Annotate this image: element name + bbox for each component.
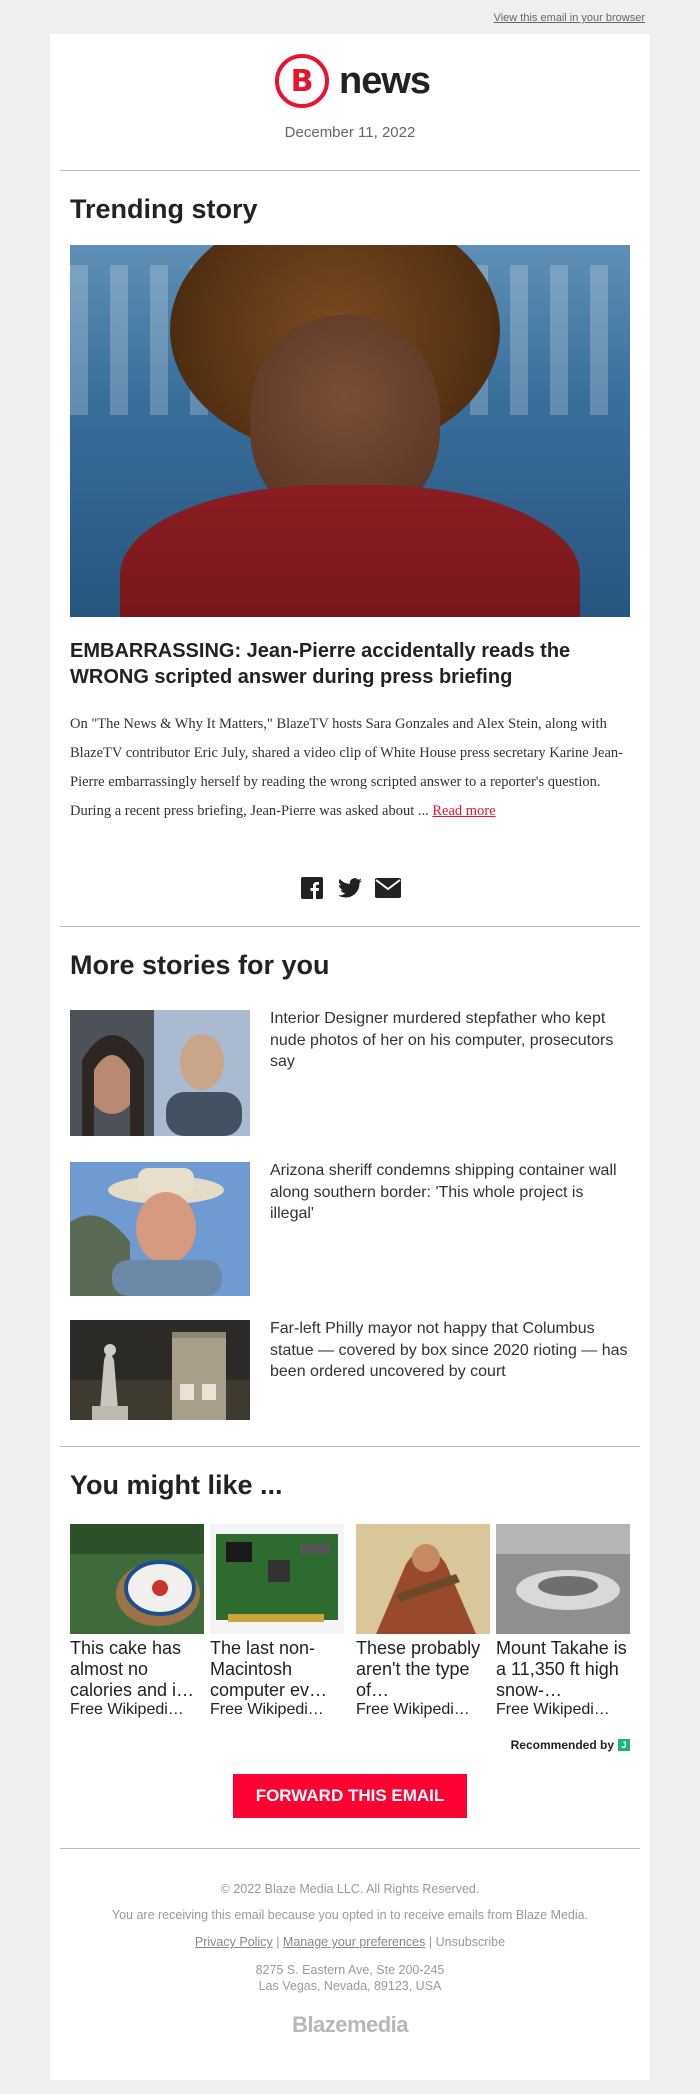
recommendation-card[interactable] <box>356 1524 490 1719</box>
recommendation-image[interactable] <box>70 1524 204 1634</box>
address-line-1: 8275 S. Eastern Ave, Ste 200-245 <box>255 1963 445 1977</box>
trending-section-title: Trending story <box>70 194 258 224</box>
story-title[interactable]: Arizona sheriff condemns shipping container wall along southern border: 'This whole project is illegal' <box>270 1162 617 1222</box>
email-icon[interactable] <box>375 876 401 900</box>
divider <box>60 1848 640 1849</box>
divider <box>60 1446 640 1447</box>
trending-excerpt <box>70 710 630 826</box>
issue-date: December 11, 2022 <box>284 124 416 141</box>
email-header <box>50 34 650 170</box>
recommendation-title[interactable]: The last non-Macintosh computer ev… <box>210 1638 328 1700</box>
story-thumbnail[interactable] <box>70 1320 250 1420</box>
optin-text: You are receiving this email because you opted in to receive emails from Blaze Media. <box>111 1908 589 1922</box>
copyright-text: © 2022 Blaze Media LLC. All Rights Reserved. <box>220 1882 480 1896</box>
facebook-icon[interactable] <box>299 876 325 900</box>
excerpt-text: On "The News & Why It Matters," BlazeTV hosts Sara Gonzales and Alex Stein, along with BlazeTV contributor Eric July, shared a video clip of White House press secretary Karine Jean-Pierre embarrassingly herself by reading the wrong scripted answer to a reporter's question. During a recent press briefing, Jean-Pierre was asked about ... <box>70 716 623 819</box>
story-thumbnail[interactable] <box>70 1010 250 1136</box>
recommendation-title[interactable]: These probably aren't the type of… <box>356 1638 481 1700</box>
recommendation-image[interactable] <box>210 1524 344 1634</box>
footer-links <box>50 1935 650 1949</box>
recommendation-source: Free Wikipedi… <box>210 1701 324 1718</box>
address-line-2: Las Vegas, Nevada, 89123, USA <box>258 1979 442 1993</box>
view-in-browser-link[interactable]: View this email in your browser <box>493 12 645 24</box>
recommendation-source: Free Wikipedi… <box>496 1701 610 1718</box>
recommendation-source: Free Wikipedi… <box>70 1701 184 1718</box>
recommendation-image[interactable] <box>496 1524 630 1634</box>
recommended-by-label: Recommended by <box>510 1738 614 1752</box>
email-card <box>50 34 650 2080</box>
unsubscribe-link[interactable]: Unsubscribe <box>435 1935 506 1949</box>
trending-headline[interactable]: EMBARRASSING: Jean-Pierre accidentally reads the WRONG scripted answer during press briefing <box>70 640 571 688</box>
recommendation-card[interactable] <box>70 1524 204 1719</box>
twitter-icon[interactable] <box>337 876 363 900</box>
blaze-media-logo[interactable]: Blazemedia <box>291 2012 409 2037</box>
blaze-news-logo[interactable] <box>275 54 430 108</box>
privacy-policy-link[interactable]: Privacy Policy <box>194 1935 273 1949</box>
story-thumbnail[interactable] <box>70 1162 250 1296</box>
more-stories-section-title: More stories for you <box>70 950 330 980</box>
read-more-link[interactable]: Read more <box>432 803 496 819</box>
trending-story-image[interactable] <box>70 245 630 617</box>
recommendation-title[interactable]: This cake has almost no calories and i… <box>70 1638 195 1700</box>
blaze-logo-icon: B <box>275 54 329 108</box>
recommendation-card[interactable] <box>210 1524 344 1719</box>
recommended-by-attribution[interactable] <box>511 1738 630 1752</box>
story-title[interactable]: Far-left Philly mayor not happy that Columbus statue — covered by box since 2020 rioting — has been ordered uncovered by court <box>270 1320 628 1380</box>
share-bar <box>50 876 650 900</box>
footer-separator: | <box>276 1935 280 1949</box>
story-title[interactable]: Interior Designer murdered stepfather who kept nude photos of her on his computer, prosecutors say <box>270 1010 614 1070</box>
recommendation-card[interactable] <box>496 1524 630 1719</box>
you-might-like-section-title: You might like ... <box>70 1470 283 1500</box>
divider <box>60 926 640 927</box>
recommendation-source: Free Wikipedi… <box>356 1701 470 1718</box>
footer-separator: | <box>428 1935 433 1949</box>
forward-email-button[interactable]: FORWARD THIS EMAIL <box>233 1774 467 1818</box>
recommendation-image[interactable] <box>356 1524 490 1634</box>
logo-text: news <box>339 59 431 102</box>
recommender-logo-icon: J <box>618 1739 630 1751</box>
recommendation-title[interactable]: Mount Takahe is a 11,350 ft high snow-… <box>496 1638 627 1700</box>
manage-preferences-link[interactable]: Manage your preferences <box>282 1935 426 1949</box>
divider <box>60 170 640 171</box>
